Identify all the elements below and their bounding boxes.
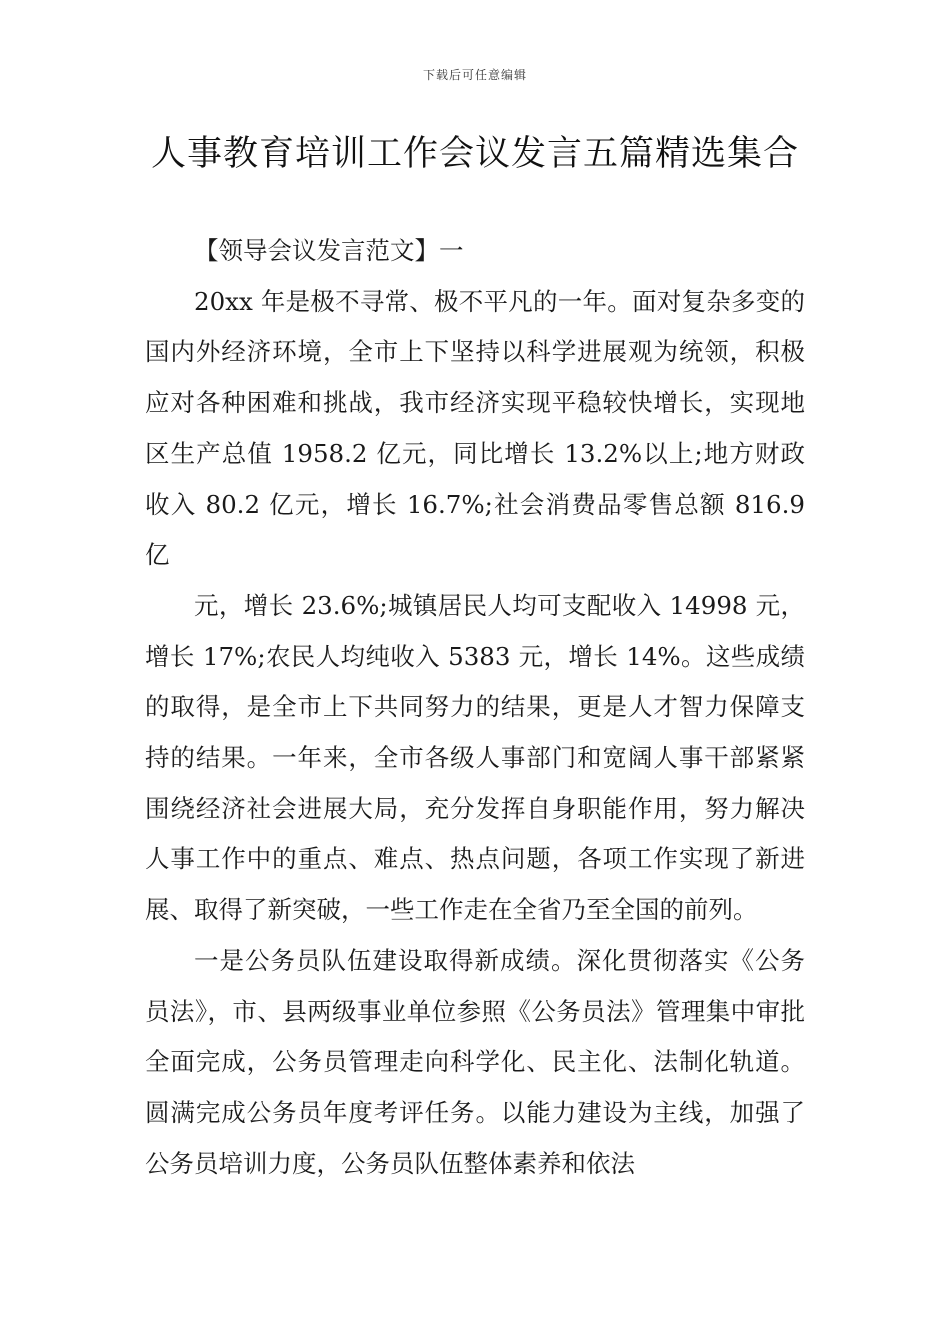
document-title: 人事教育培训工作会议发言五篇精选集合	[150, 134, 799, 174]
document-body	[145, 226, 805, 1189]
body-paragraph: 元，增长 23.6%;城镇居民人均可支配收入 14998 元，增长 17%;农民人均纯收入 5383 元，增长 14%。这些成绩的取得，是全市上下共同努力的结果，更是人才智力保障支持的结果。一年来，全市各级人事部门和宽阔人事干部紧紧围绕经济社会进展大局，充分发挥自身职能作用，努力解决人事工作中的重点、难点、热点问题，各项工作实现了新进展、取得了新突破，一些工作走在全省乃至全国的前列。	[145, 590, 805, 925]
section-heading: 【领导会议发言范文】一	[194, 236, 464, 265]
page-header-note: 下载后可任意编辑	[422, 68, 527, 82]
body-paragraph: 一是公务员队伍建设取得新成绩。深化贯彻落实《公务员法》，市、县两级事业单位参照《公务员法》管理集中审批全面完成，公务员管理走向科学化、民主化、法制化轨道。圆满完成公务员年度考评任务。以能力建设为主线，加强了公务员培训力度，公务员队伍整体素养和依法	[145, 945, 805, 1178]
body-paragraph: 20xx 年是极不寻常、极不平凡的一年。面对复杂多变的国内外经济环境，全市上下坚持以科学进展观为统领，积极应对各种困难和挑战，我市经济实现平稳较快增长，实现地区生产总值 1958.2 亿元，同比增长 13.2%以上;地方财政收入 80.2 亿元，增长 16.7%;社会消费品零售总额 816.9 亿	[145, 286, 805, 570]
